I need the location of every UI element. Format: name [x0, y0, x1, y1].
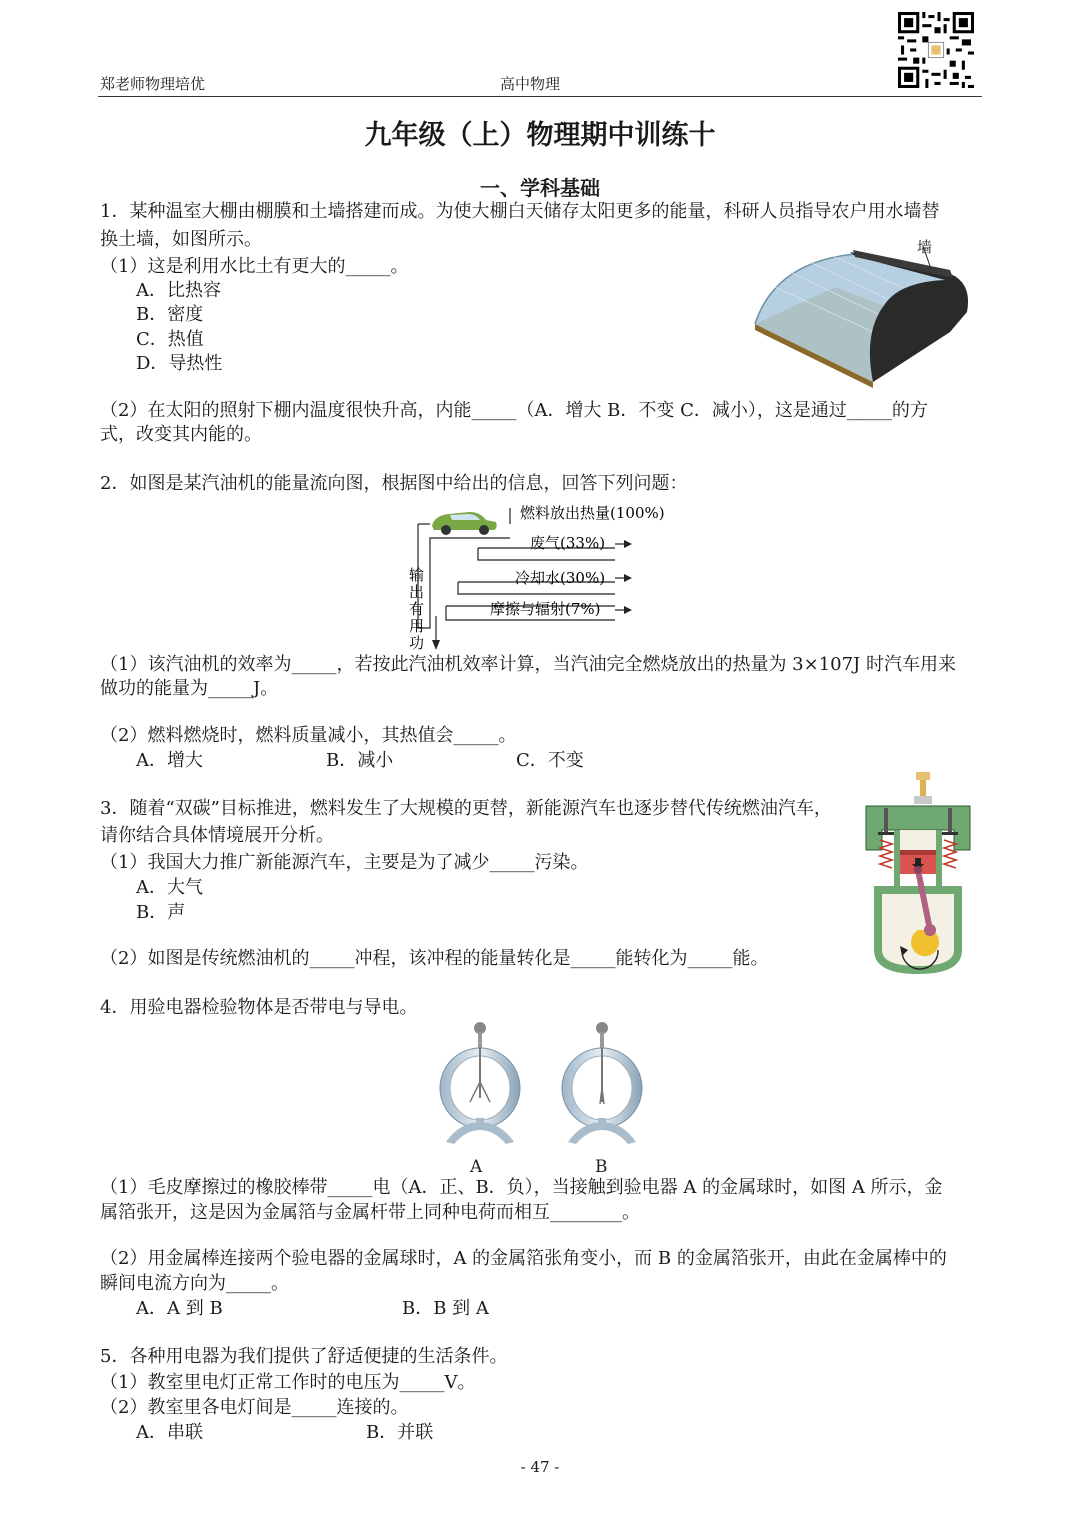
q2-part2: （2）燃料燃烧时，燃料质量减小，其热值会_____。	[100, 725, 517, 746]
q2-part1-line2: 做功的能量为_____J。	[100, 678, 279, 699]
q4-option-b: B．B 到 A	[402, 1298, 489, 1319]
flow-useful-label-1: 输	[409, 566, 425, 584]
q2-part1-line1: （1）该汽油机的效率为_____，若按此汽油机效率计算，当汽油完全燃烧放出的热量为 3×107J 时汽车用来	[100, 654, 956, 675]
electroscope-a	[440, 1022, 520, 1144]
header-rule	[98, 96, 982, 97]
page-number: - 47 -	[520, 1458, 560, 1476]
qr-code-icon	[898, 12, 974, 88]
q5-option-b: B．并联	[366, 1422, 434, 1443]
greenhouse-wall-label: 墙	[917, 238, 933, 256]
engine-cylinder-figure	[858, 770, 978, 975]
q3-stem-line1: 3．随着“双碳”目标推进，燃料发生了大规模的更替，新能源汽车也逐步替代传统燃油汽车，	[100, 798, 832, 819]
q5-part2: （2）教室里各电灯间是_____连接的。	[100, 1397, 409, 1418]
car-icon	[432, 512, 497, 535]
header-center: 高中物理	[500, 75, 561, 93]
q1-option-c: C．热值	[136, 329, 204, 350]
section-heading: 一、学科基础	[480, 176, 600, 200]
q1-option-a: A．比热容	[136, 280, 221, 301]
flow-useful-label-4: 用	[409, 617, 425, 635]
flow-useful-label-3: 有	[409, 600, 425, 618]
flow-useful-label-5: 功	[409, 634, 425, 652]
electroscope-b-label: B	[595, 1157, 608, 1177]
flow-useful-label-2: 出	[409, 583, 425, 601]
greenhouse-figure	[745, 232, 975, 390]
electroscope-a-label: A	[470, 1157, 483, 1177]
q1-stem-line1: 1．某种温室大棚由棚膜和土墙搭建而成。为使大棚白天储存太阳更多的能量，科研人员指导农户用水墙替	[100, 201, 940, 222]
page-title: 九年级（上）物理期中训练十	[364, 120, 716, 151]
q2-stem: 2．如图是某汽油机的能量流向图，根据图中给出的信息，回答下列问题：	[100, 473, 688, 494]
q2-option-a: A．增大	[136, 750, 203, 771]
flow-cooling-label: 冷却水(30%)	[515, 569, 606, 587]
electroscope-b	[562, 1022, 642, 1144]
q1-option-d: D．导热性	[136, 353, 223, 374]
q4-part2-line1: （2）用金属棒连接两个验电器的金属球时，A 的金属箔张角变小，而 B 的金属箔张开，由此在金属棒中的	[100, 1248, 947, 1269]
q3-stem-line2: 请你结合具体情境展开分析。	[100, 825, 334, 846]
flow-total-label: 燃料放出热量(100%)	[520, 504, 665, 522]
header-left: 郑老师物理培优	[100, 75, 206, 93]
q3-part2: （2）如图是传统燃油机的_____冲程，该冲程的能量转化是_____能转化为_____能。	[100, 948, 769, 969]
q1-part2-line2: 式，改变其内能的。	[100, 424, 262, 445]
q3-option-b: B．声	[136, 902, 186, 923]
q5-option-a: A．串联	[136, 1422, 203, 1443]
q1-part2-line1: （2）在太阳的照射下棚内温度很快升高，内能_____（A．增大 B．不变 C．减小），这是通过_____的方	[100, 400, 928, 421]
energy-flow-diagram	[400, 498, 665, 656]
q4-option-a: A．A 到 B	[136, 1298, 223, 1319]
q1-stem-line2: 换土墙，如图所示。	[100, 229, 262, 250]
q1-option-b: B．密度	[136, 304, 204, 325]
q3-option-a: A．大气	[136, 877, 203, 898]
q4-part2-line2: 瞬间电流方向为_____。	[100, 1273, 289, 1294]
flow-exhaust-label: 废气(33%)	[530, 534, 606, 552]
q2-option-b: B．减小	[326, 750, 394, 771]
flow-friction-label: 摩擦与辐射(7%)	[490, 600, 601, 618]
electroscope-figure	[420, 1018, 650, 1178]
q2-option-c: C．不变	[516, 750, 584, 771]
q4-part1-line2: 属箔张开，这是因为金属箔与金属杆带上同种电荷而相互________。	[100, 1202, 640, 1223]
q4-part1-line1: （1）毛皮摩擦过的橡胶棒带_____电（A．正、B．负），当接触到验电器 A 的金属球时，如图 A 所示，金	[100, 1177, 943, 1198]
q5-stem: 5．各种用电器为我们提供了舒适便捷的生活条件。	[100, 1346, 508, 1367]
q1-part1: （1）这是利用水比土有更大的_____。	[100, 256, 409, 277]
q4-stem: 4．用验电器检验物体是否带电与导电。	[100, 997, 418, 1018]
q3-part1: （1）我国大力推广新能源汽车，主要是为了减少_____污染。	[100, 852, 589, 873]
q5-part1: （1）教室里电灯正常工作时的电压为_____V。	[100, 1372, 476, 1393]
